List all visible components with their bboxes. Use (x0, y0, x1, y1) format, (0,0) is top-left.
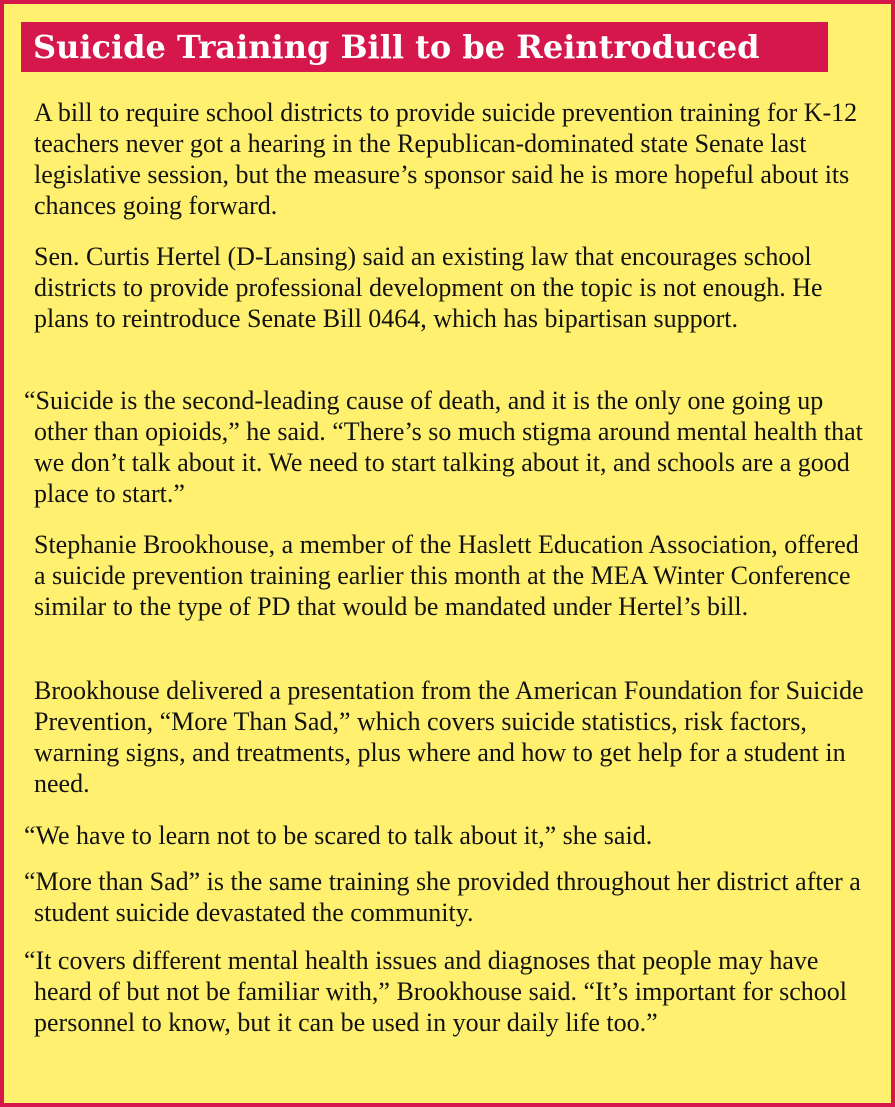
article-paragraph: “More than Sad” is the same training she provided throughout her district after a student suicide devastated the community. (24, 867, 861, 927)
article-paragraph: A bill to require school districts to provide suicide prevention training for K-12 teachers never got a hearing in the Republican-dominated state Senate last legislative session, but the measure’s sponsor said he is more hopeful about its chances going forward. (34, 98, 858, 220)
article-paragraph: “We have to learn not to be scared to talk about it,” she said. (24, 821, 653, 850)
article-paragraph: Sen. Curtis Hertel (D-Lansing) said an existing law that encourages school districts to provide professional development on the topic is not enough. He plans to reintroduce Senate Bill 0464, which has bipartisan support. (34, 242, 823, 333)
article-paragraph: Brookhouse delivered a presentation from the American Foundation for Suicide Prevention, “More Than Sad,” which covers suicide statistics, risk factors, warning signs, and treatments, plus where and how to get help for a student in need. (34, 676, 864, 798)
article-paragraph: Stephanie Brookhouse, a member of the Haslett Education Association, offered a suicide prevention training earlier this month at the MEA Winter Conference similar to the type of PD that would be mandated under Hertel’s bill. (34, 530, 859, 621)
headline: Suicide Training Bill to be Reintroduced (21, 22, 828, 72)
article-paragraph: “Suicide is the second-leading cause of death, and it is the only one going up other than opioids,” he said. “There’s so much stigma around mental health that we don’t talk about it. We need to start talking about it, and schools are a good place to start.” (24, 386, 863, 508)
article-paragraph: “It covers different mental health issues and diagnoses that people may have heard of but not be familiar with,” Brookhouse said. “It’s important for school personnel to know, but it can be used in your daily life too.” (24, 946, 848, 1037)
